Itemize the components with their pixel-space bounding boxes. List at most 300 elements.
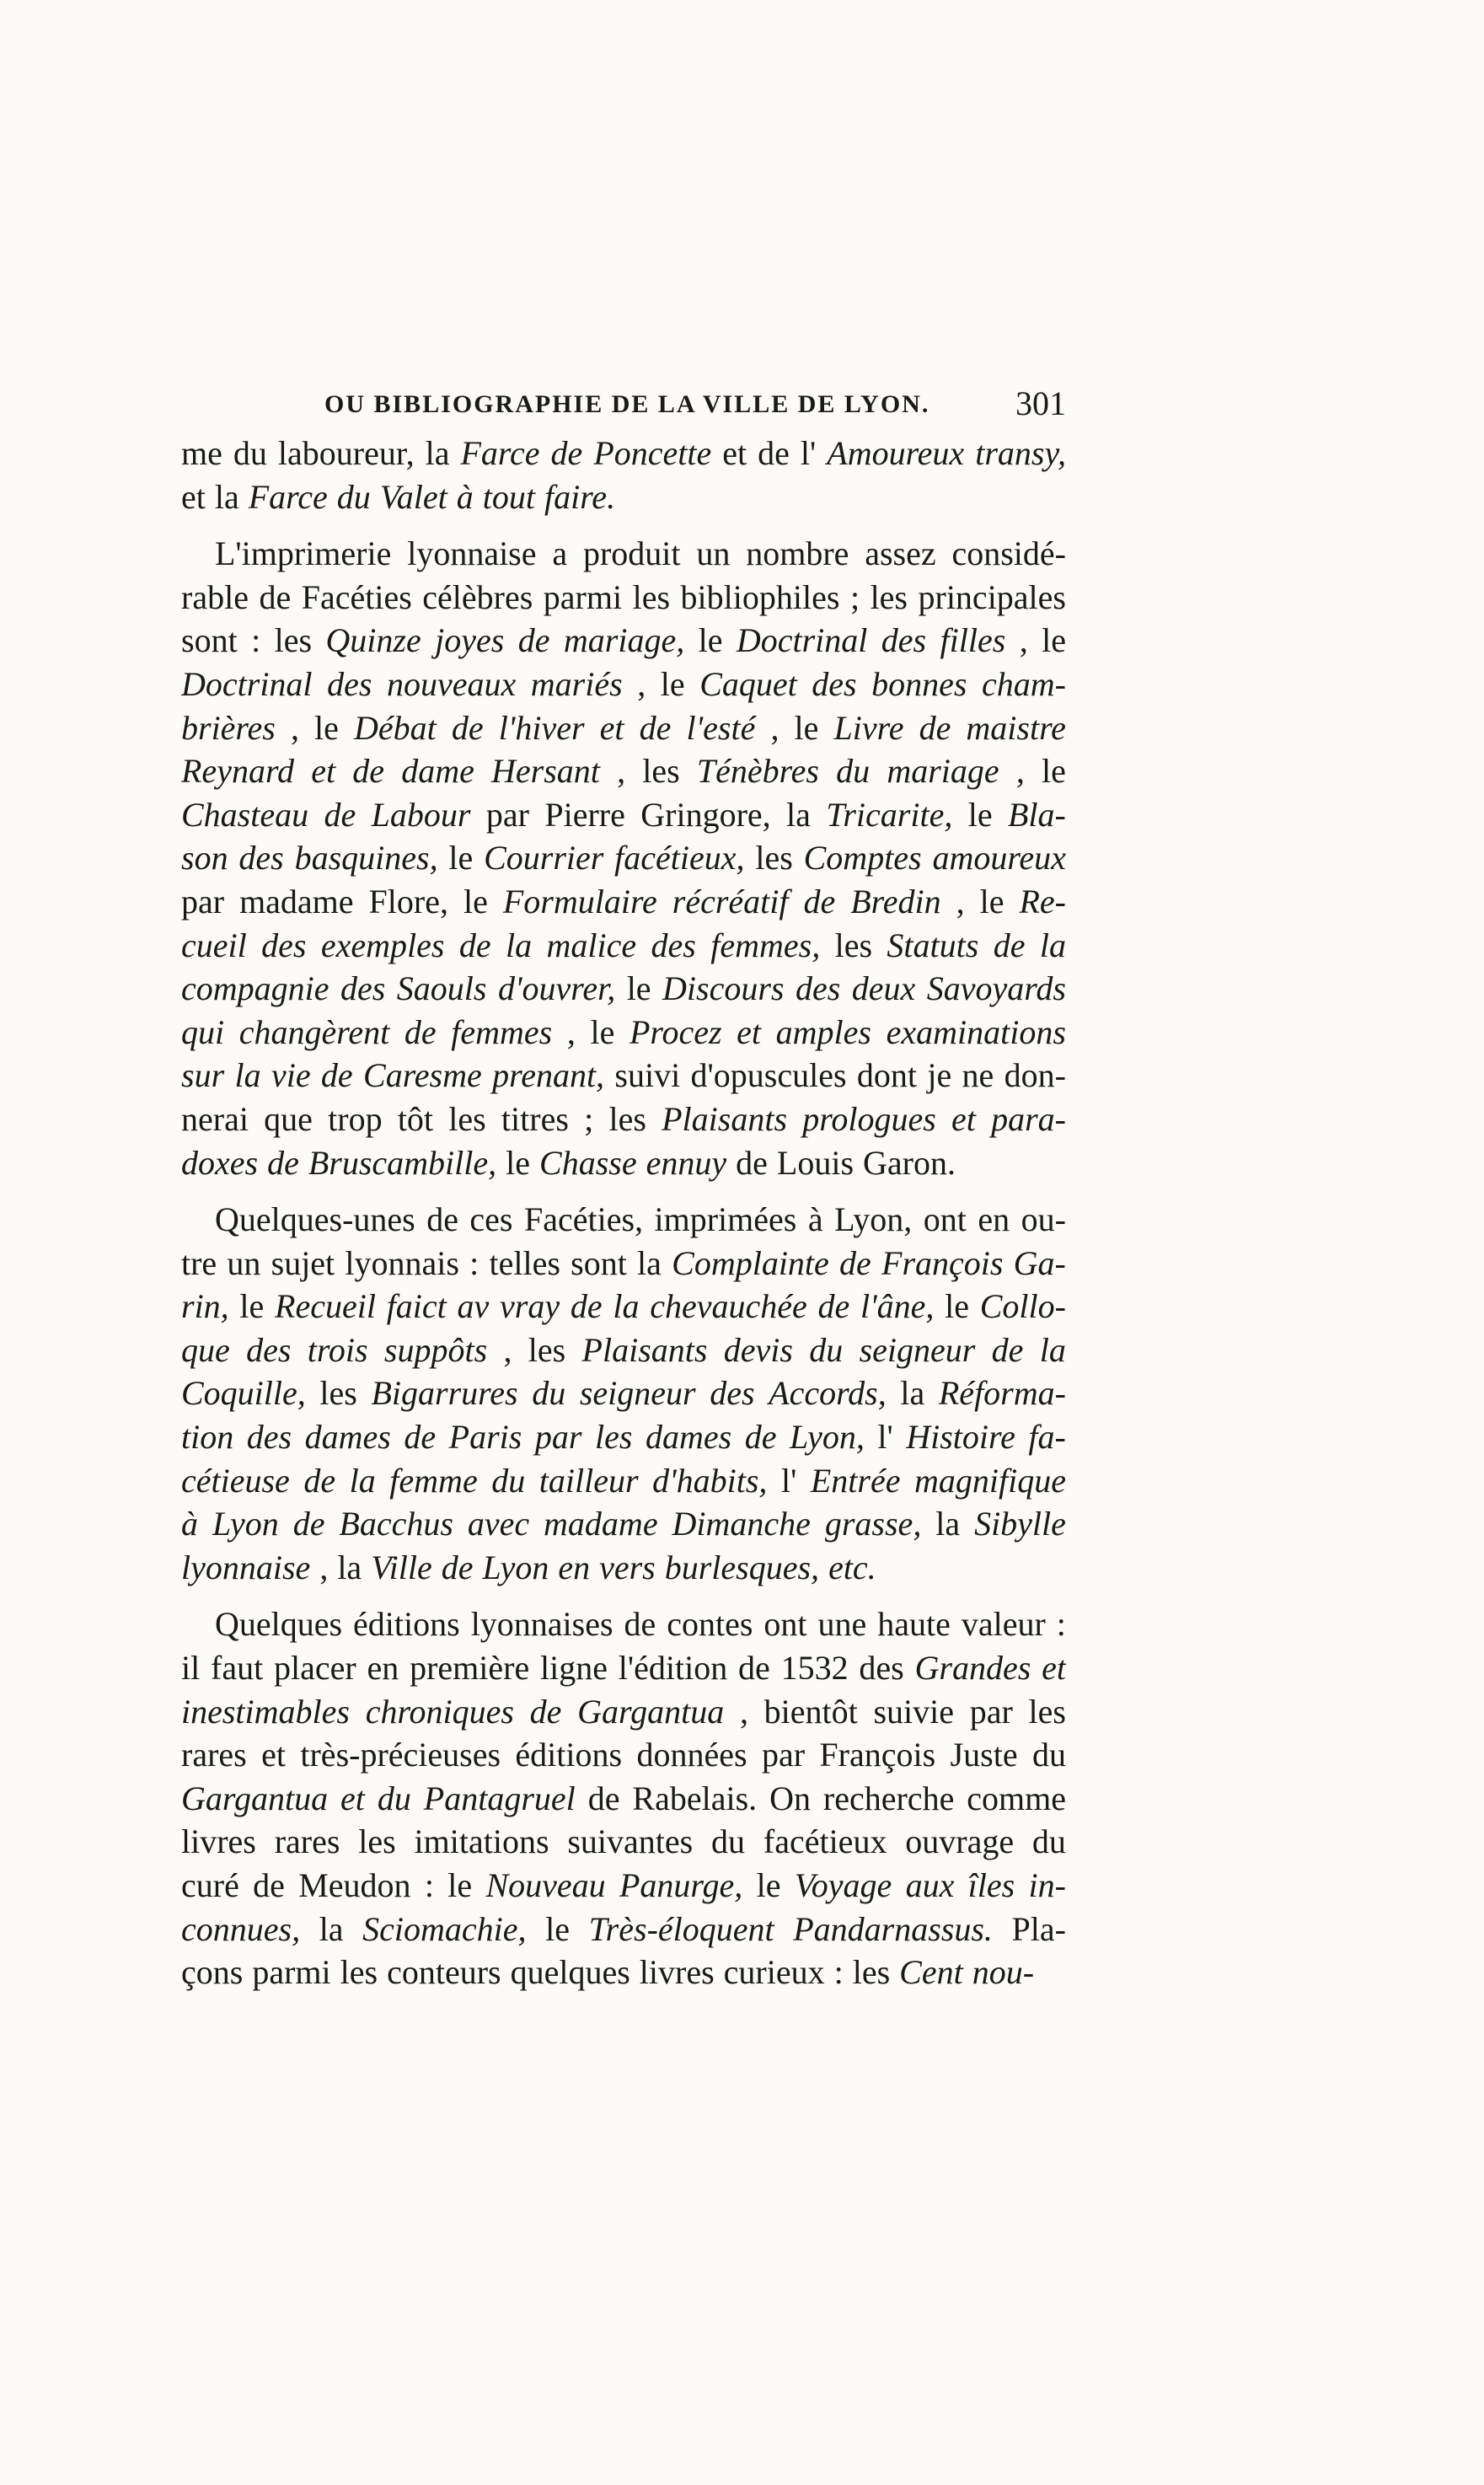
word: nouveaux — [386, 664, 517, 703]
word: Pantagruel — [423, 1779, 576, 1817]
word: ; — [584, 1099, 594, 1138]
word: Reynard — [181, 752, 295, 791]
word: de — [919, 708, 951, 747]
word: de — [817, 1287, 850, 1326]
word: sont — [571, 1243, 627, 1282]
word: Bacchus — [339, 1505, 453, 1543]
word: mariage, — [563, 621, 685, 660]
word: contes — [667, 1605, 753, 1644]
text-line — [181, 1864, 1066, 1908]
word: Juste — [950, 1736, 1018, 1774]
text-line — [181, 1602, 1066, 1646]
word: et — [311, 752, 336, 791]
word: mariés — [530, 664, 623, 703]
word: conteurs — [387, 1953, 501, 1992]
word: Pierre — [544, 795, 625, 834]
word: ; — [849, 577, 860, 616]
text-line — [181, 1011, 1066, 1055]
word: du — [809, 1330, 844, 1369]
word: la — [234, 1056, 261, 1095]
text-line — [181, 1646, 1066, 1690]
word: , — [503, 1330, 512, 1369]
word: de — [517, 621, 550, 660]
word: les — [1028, 1692, 1066, 1731]
word: ces — [469, 1200, 513, 1239]
word: d'opuscules — [690, 1056, 847, 1095]
word: Savoyards — [926, 969, 1066, 1008]
word: la — [319, 1909, 344, 1948]
word: les — [340, 1953, 378, 1992]
word: connues, — [181, 1909, 301, 1948]
word: madame — [239, 882, 354, 920]
word: tailleur — [538, 1461, 639, 1500]
word: Sciomachie, — [362, 1909, 527, 1948]
word: ouvrage — [905, 1822, 1015, 1861]
text-line — [181, 1242, 1066, 1285]
word: un — [227, 1243, 261, 1282]
word: les — [595, 1418, 633, 1457]
word: nerai — [181, 1099, 249, 1138]
word: Bredin — [850, 882, 941, 920]
word: sont — [181, 621, 238, 660]
word: çons — [181, 1953, 244, 1992]
word: la — [637, 1243, 662, 1282]
word: Bruscambille, — [308, 1143, 497, 1182]
word: Collo- — [979, 1287, 1066, 1326]
word: d'habits, — [652, 1461, 768, 1500]
word: l'esté — [686, 708, 756, 747]
word: vray — [500, 1287, 560, 1326]
word: : — [1056, 1605, 1066, 1644]
word: tout — [482, 477, 535, 516]
word: principales — [918, 577, 1066, 616]
text-line — [181, 1777, 1066, 1821]
word: de — [758, 434, 790, 472]
word: titres — [501, 1099, 569, 1138]
word: ligne — [540, 1649, 608, 1688]
word: de — [550, 434, 583, 472]
word: la — [1039, 926, 1066, 964]
word: madame — [544, 1505, 658, 1543]
word: in- — [1028, 1866, 1066, 1904]
text-line — [181, 1328, 1066, 1372]
word: mariage — [887, 752, 999, 791]
word: exemples — [320, 926, 445, 964]
word: le — [314, 708, 339, 747]
word: femmes — [451, 1012, 553, 1051]
word: dame — [401, 752, 474, 791]
text-line — [181, 924, 1066, 968]
word: le — [506, 1143, 531, 1182]
word: doxes — [181, 1143, 259, 1182]
word: bonnes — [871, 664, 967, 703]
paragraph — [181, 1198, 1066, 1589]
text-line — [181, 532, 1066, 576]
word: le — [1042, 621, 1066, 660]
text-line — [181, 1546, 1066, 1590]
word: dames — [645, 1418, 732, 1457]
word: éditions — [515, 1736, 623, 1774]
word: Gargantua — [181, 1779, 329, 1817]
text-line — [181, 1951, 1066, 1994]
word: en — [558, 1548, 591, 1586]
text-line — [181, 1098, 1066, 1141]
word: Chasse — [539, 1143, 637, 1182]
paragraph — [181, 1602, 1066, 1994]
text-line — [181, 1690, 1066, 1734]
word: par — [761, 1736, 806, 1774]
word: tôt — [397, 1099, 434, 1138]
word: des — [246, 1418, 292, 1457]
word: le — [545, 1909, 571, 1948]
word: lyonnaises — [470, 1605, 613, 1644]
word: recherche — [822, 1779, 955, 1817]
word: joyes — [435, 621, 505, 660]
word: trop — [328, 1099, 383, 1138]
word: suppôts — [383, 1330, 488, 1369]
word: des — [881, 621, 927, 660]
word: vers — [599, 1548, 656, 1586]
word: l' — [800, 434, 817, 472]
word: des — [859, 1649, 904, 1688]
text-line — [181, 663, 1066, 706]
word: Caresme — [363, 1056, 482, 1095]
word: Flore, — [368, 882, 448, 920]
word: facétieux — [763, 1822, 887, 1861]
word: Valet — [379, 477, 447, 516]
word: deux — [851, 969, 916, 1008]
running-head — [324, 384, 1066, 426]
word: dames — [304, 1418, 391, 1457]
word: Courrier — [484, 839, 604, 878]
text-line — [181, 836, 1066, 880]
word: ont — [923, 1200, 967, 1239]
word: très-précieuses — [300, 1736, 501, 1774]
word: Farce — [460, 434, 540, 472]
word: Saouls — [396, 969, 487, 1008]
word: de — [426, 1200, 458, 1239]
word: les — [870, 577, 908, 616]
word: Grandes — [914, 1649, 1031, 1688]
word: son — [181, 839, 228, 878]
word: don- — [1004, 1056, 1066, 1095]
word: Dimanche — [672, 1505, 811, 1543]
word: les — [319, 1374, 357, 1413]
word: 1532 — [780, 1649, 849, 1688]
word: de — [303, 1461, 336, 1500]
word: des — [795, 969, 841, 1008]
word: Accords, — [769, 1374, 887, 1413]
word: Meudon — [298, 1866, 411, 1904]
word: la — [337, 1548, 362, 1586]
word: de — [292, 1505, 325, 1543]
word: bibliophiles — [680, 577, 840, 616]
word: malice — [546, 926, 637, 964]
word: les — [528, 1330, 566, 1369]
word: le — [1042, 752, 1066, 791]
word: sur — [181, 1056, 225, 1095]
word: les — [608, 1099, 646, 1138]
word: et — [261, 1736, 286, 1774]
word: placer — [274, 1649, 356, 1688]
word: Doctrinal — [736, 621, 868, 660]
word: le — [794, 708, 819, 747]
word: le — [660, 664, 685, 703]
word: avec — [467, 1505, 530, 1543]
word: la — [425, 434, 450, 472]
word: le — [698, 621, 723, 660]
word: du — [1031, 1736, 1066, 1774]
word: Quinze — [325, 621, 421, 660]
word: le — [945, 1287, 969, 1326]
word: à — [456, 477, 474, 516]
word: en — [367, 1649, 399, 1688]
word: des — [246, 1330, 292, 1369]
word: Gringore, — [640, 795, 771, 834]
word: devis — [723, 1330, 793, 1369]
word: du — [336, 477, 371, 516]
word: et — [181, 477, 206, 516]
word: a — [552, 534, 568, 573]
word: haute — [877, 1605, 951, 1644]
word: aux — [905, 1866, 955, 1904]
word: comme — [967, 1779, 1066, 1817]
word: de — [451, 708, 484, 747]
word: livres — [181, 1822, 256, 1861]
text-line — [181, 576, 1066, 620]
word: L'imprimerie — [215, 534, 392, 573]
word: je — [927, 1056, 952, 1095]
word: les — [632, 577, 671, 616]
word: et — [599, 708, 624, 747]
word: valeur — [961, 1605, 1046, 1644]
word: l'édition — [618, 1649, 728, 1688]
word: telles — [489, 1243, 560, 1282]
word: Coquille, — [181, 1374, 306, 1413]
word: cueil — [181, 926, 247, 964]
word: Poncette — [593, 434, 712, 472]
word: à — [807, 1200, 823, 1239]
word: de — [803, 882, 836, 920]
word: , — [770, 708, 780, 747]
word: cétieuse — [181, 1461, 290, 1500]
text-line — [181, 706, 1066, 750]
word: les — [834, 926, 873, 964]
word: imitations — [414, 1822, 549, 1861]
word: compagnie — [181, 969, 329, 1008]
word: Voyage — [794, 1866, 892, 1904]
word: Hersant — [491, 752, 600, 791]
text-line — [181, 432, 1066, 475]
word: à — [181, 1505, 198, 1543]
word: burlesques, — [664, 1548, 820, 1586]
word: maistre — [966, 708, 1066, 747]
word: que — [264, 1099, 313, 1138]
word: Ténèbres — [696, 752, 819, 791]
word: nombre — [746, 534, 849, 573]
text-line — [181, 880, 1066, 924]
word: faict — [386, 1287, 447, 1326]
word: quelques — [510, 1953, 630, 1992]
word: chroniques — [365, 1692, 514, 1731]
text-line — [181, 619, 1066, 663]
word: parmi — [252, 1953, 331, 1992]
word: Tricarite, — [826, 795, 953, 834]
word: brières — [181, 708, 276, 747]
word: Re- — [1019, 882, 1066, 920]
word: des — [327, 664, 372, 703]
text-line — [181, 1733, 1066, 1777]
word: filles — [940, 621, 1006, 660]
word: rin, — [181, 1287, 229, 1326]
word: Réforma- — [938, 1374, 1066, 1413]
word: Débat — [354, 708, 437, 747]
word: de — [839, 1243, 871, 1282]
text-line — [181, 793, 1066, 837]
word: le — [239, 1287, 265, 1326]
word: Recueil — [275, 1287, 376, 1326]
word: femmes, — [710, 926, 821, 964]
word: de — [441, 1548, 474, 1586]
word: , — [566, 1012, 576, 1051]
word: de — [404, 1418, 437, 1457]
word: ou- — [1021, 1200, 1066, 1239]
word: amples — [775, 1012, 871, 1051]
word: considé- — [951, 534, 1066, 573]
word: Paris — [448, 1418, 522, 1457]
word: l'hiver — [498, 708, 585, 747]
word: un — [696, 534, 731, 573]
word: chevauchée — [650, 1287, 807, 1326]
word: la — [935, 1505, 961, 1543]
text-line — [181, 1459, 1066, 1503]
word: magnifique — [913, 1461, 1066, 1500]
word: , — [617, 752, 626, 791]
word: facétieux, — [614, 839, 745, 878]
word: Très-éloquent — [588, 1909, 774, 1948]
word: Pla- — [1011, 1909, 1066, 1948]
word: l' — [780, 1461, 797, 1500]
word: célèbres — [422, 577, 533, 616]
word: la — [900, 1374, 925, 1413]
word: en — [978, 1200, 1010, 1239]
word: la — [786, 795, 811, 834]
word: curé — [181, 1866, 239, 1904]
word: Pandarnassus. — [793, 1909, 993, 1948]
word: Quelques-unes — [215, 1200, 415, 1239]
word: ne — [962, 1056, 994, 1095]
word: les — [358, 1822, 396, 1861]
word: le — [967, 795, 993, 834]
paragraph — [181, 532, 1066, 1184]
word: vie — [271, 1056, 311, 1095]
word: rares — [274, 1822, 340, 1861]
word: la — [613, 1287, 640, 1326]
word: de — [639, 708, 672, 747]
word: curieux — [723, 1953, 825, 1992]
word: première — [410, 1649, 530, 1688]
word: av — [457, 1287, 490, 1326]
word: par — [534, 1418, 582, 1457]
word: lyonnais — [345, 1243, 459, 1282]
word: amoureux — [932, 839, 1066, 878]
word: d'ouvrer, — [497, 969, 616, 1008]
word: fa- — [1028, 1418, 1066, 1457]
word: seigneur — [859, 1330, 976, 1369]
word: le — [447, 1866, 473, 1904]
word: Cent — [899, 1953, 963, 1992]
word: il — [181, 1649, 201, 1688]
word: , — [1015, 752, 1025, 791]
word: Plaisants — [662, 1099, 788, 1138]
word: examinations — [886, 1012, 1066, 1051]
word: bientôt — [763, 1692, 858, 1731]
word: cham- — [982, 664, 1066, 703]
word: Entrée — [810, 1461, 901, 1500]
word: le — [590, 1012, 615, 1051]
word: Lyon — [482, 1548, 549, 1586]
word: la — [1039, 1330, 1066, 1369]
word: des — [238, 839, 284, 878]
word: et — [951, 1099, 976, 1138]
page-number: 301 — [1015, 384, 1066, 422]
word: de — [736, 1143, 768, 1182]
word: Ville — [371, 1548, 432, 1586]
text-line — [181, 749, 1066, 793]
word: : — [424, 1866, 434, 1904]
word: grasse, — [824, 1505, 922, 1543]
word: Caquet — [699, 664, 797, 703]
word: le — [979, 882, 1005, 920]
word: Louis — [776, 1143, 855, 1182]
word: du — [491, 1461, 526, 1500]
text-line — [181, 475, 1066, 519]
word: éditions — [353, 1605, 460, 1644]
word: les — [642, 752, 680, 791]
word: les — [755, 839, 793, 878]
word: : — [251, 621, 261, 660]
word: suivi — [614, 1056, 681, 1095]
word: l' — [877, 1418, 893, 1457]
word: données — [636, 1736, 747, 1774]
word: laboureur, — [277, 434, 415, 472]
word: de — [324, 795, 356, 834]
word: la — [349, 1461, 376, 1500]
word: transy, — [975, 434, 1066, 472]
word: para- — [991, 1099, 1066, 1138]
word: parmi — [543, 577, 623, 616]
word: Lyon, — [790, 1418, 865, 1457]
text-line — [181, 1054, 1066, 1098]
word: Procez — [629, 1012, 722, 1051]
word: Labour — [371, 795, 471, 834]
word: de — [570, 1287, 603, 1326]
word: Gargantua — [577, 1692, 725, 1731]
word: Comptes — [803, 839, 922, 878]
text-line — [181, 1415, 1066, 1459]
word: suivantes — [567, 1822, 694, 1861]
word: par — [969, 1692, 1013, 1731]
word: Statuts — [887, 926, 979, 964]
word: des — [261, 926, 307, 964]
word: livres — [639, 1953, 715, 1992]
word: Plaisants — [581, 1330, 708, 1369]
word: et — [1042, 1649, 1066, 1688]
word: de — [624, 1605, 656, 1644]
word: basquines, — [294, 839, 438, 878]
word: de — [738, 1649, 770, 1688]
word: Chasteau — [181, 795, 309, 834]
